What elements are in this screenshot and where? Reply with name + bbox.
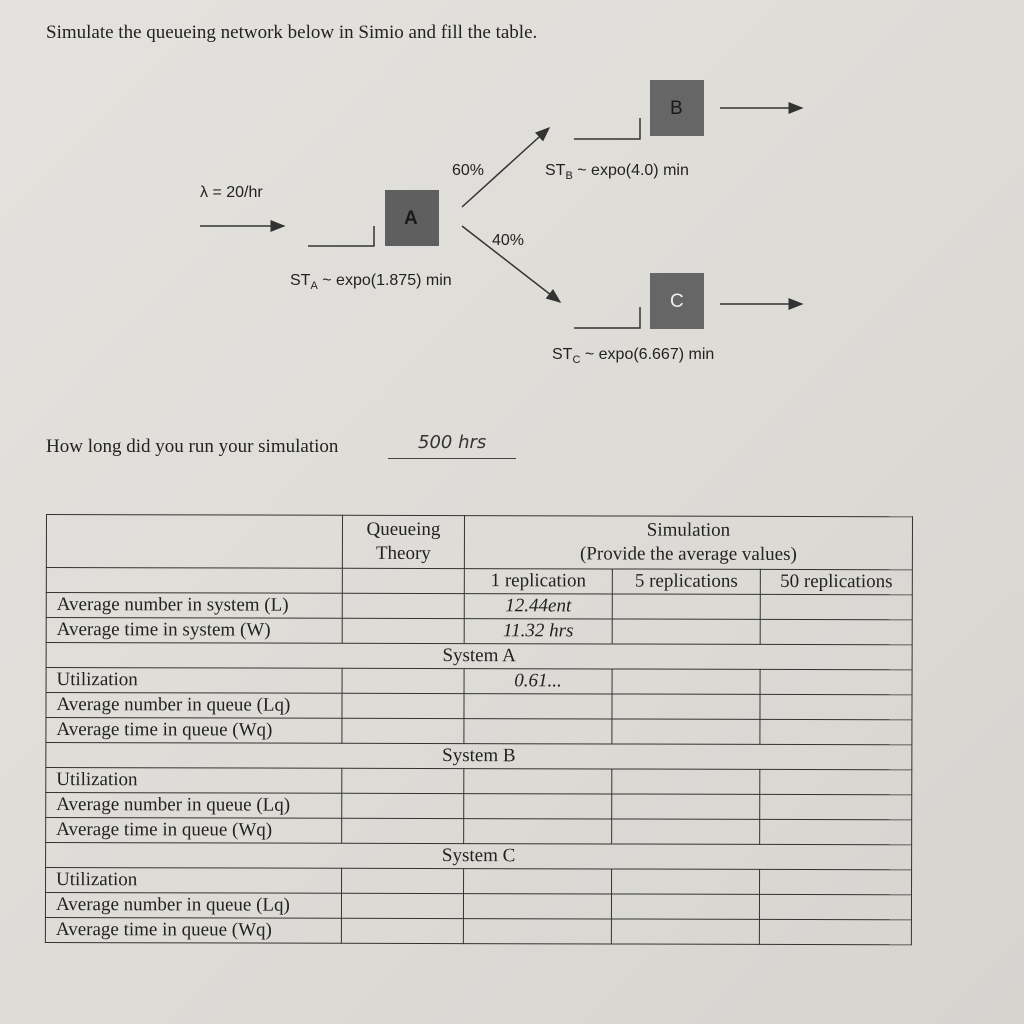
cell-input[interactable] — [612, 869, 760, 894]
row-label-utilization: Utilization — [46, 768, 342, 794]
cell-input[interactable] — [759, 919, 911, 944]
row-label-utilization: Utilization — [46, 868, 342, 894]
queue-a-shape — [308, 226, 374, 246]
queueing-network-diagram — [0, 0, 1024, 420]
route-c-percentage: 40% — [492, 232, 525, 249]
replication-1-header: 1 replication — [464, 569, 612, 594]
cell-input[interactable]: 12.44ent — [464, 594, 612, 619]
cell-input[interactable] — [342, 768, 464, 793]
arrival-rate-label: λ = 20/hr — [200, 184, 263, 201]
cell-input[interactable] — [760, 669, 912, 694]
row-label-wq: Average time in queue (Wq) — [46, 718, 342, 744]
cell-input[interactable] — [612, 694, 760, 719]
simulation-header: Simulation (Provide the average values) — [464, 516, 912, 570]
cell-input[interactable] — [464, 719, 612, 744]
row-label-wq: Average time in queue (Wq) — [45, 917, 341, 943]
cell-input[interactable] — [612, 594, 760, 619]
node-b-label: B — [670, 98, 683, 119]
cell-input[interactable] — [760, 794, 912, 819]
cell-input[interactable] — [341, 893, 463, 918]
row-label-lq: Average number in queue (Lq) — [45, 893, 341, 919]
cell-input[interactable] — [342, 693, 464, 718]
table-row — [46, 668, 912, 695]
cell-input[interactable] — [464, 694, 612, 719]
cell-input[interactable] — [612, 619, 760, 644]
replication-5-header: 5 replications — [612, 569, 760, 594]
row-label-wq: Average time in queue (Wq) — [46, 818, 342, 844]
cell-input[interactable] — [612, 794, 760, 819]
service-c-label: $ST_C$ ~ expo(6.667) min — [552, 346, 715, 367]
cell-input[interactable] — [760, 719, 912, 744]
cell-input[interactable] — [760, 869, 912, 894]
cell-input[interactable] — [611, 894, 759, 919]
cell-input[interactable] — [342, 718, 464, 743]
cell-input[interactable]: 0.61... — [464, 669, 612, 694]
cell-input[interactable] — [342, 593, 464, 618]
simulation-length-answer[interactable]: 500 hrs — [418, 432, 487, 453]
header-row — [46, 515, 912, 570]
table-row — [46, 793, 912, 820]
replication-header-row — [46, 568, 912, 595]
cell-input[interactable] — [342, 668, 464, 693]
table-row — [46, 818, 912, 845]
cell-input[interactable] — [760, 694, 912, 719]
table-row — [46, 768, 912, 795]
row-label-l: Average number in system (L) — [46, 593, 342, 619]
cell-input[interactable] — [464, 869, 612, 894]
table-row — [46, 718, 912, 745]
section-row — [46, 643, 912, 670]
replication-50-header: 50 replications — [760, 569, 912, 594]
cell-input[interactable] — [612, 719, 760, 744]
system-c-heading: System C — [46, 843, 912, 870]
cell-input[interactable] — [612, 669, 760, 694]
queue-b-shape — [574, 118, 640, 139]
service-a-label: $ST_A$ ~ expo(1.875) min — [290, 272, 452, 293]
cell-input[interactable] — [463, 894, 611, 919]
cell-input[interactable] — [464, 819, 612, 844]
section-row — [46, 743, 912, 770]
cell-input[interactable] — [760, 619, 912, 644]
cell-input[interactable] — [612, 769, 760, 794]
cell-input[interactable] — [760, 594, 912, 619]
row-label-lq: Average number in queue (Lq) — [46, 793, 342, 819]
instruction-text: Simulate the queueing network below in Simio and fill the table. — [46, 22, 538, 43]
node-a-label: A — [404, 208, 418, 229]
cell-input[interactable] — [342, 868, 464, 893]
answer-underline — [388, 458, 516, 459]
queueing-theory-header: Queueing Theory — [342, 515, 464, 568]
cell-input[interactable] — [464, 794, 612, 819]
queue-c-shape — [574, 307, 640, 328]
blank-header-cell — [46, 515, 342, 569]
cell-input[interactable] — [760, 819, 912, 844]
cell-input[interactable] — [612, 819, 760, 844]
cell-input[interactable] — [463, 919, 611, 944]
table-row — [46, 593, 912, 620]
service-b-label: $ST_B$ ~ expo(4.0) min — [545, 162, 689, 183]
table-row — [45, 917, 911, 944]
table-row — [45, 893, 911, 920]
cell-input[interactable] — [759, 894, 911, 919]
row-label-w: Average time in system (W) — [46, 618, 342, 644]
cell-input[interactable] — [611, 919, 759, 944]
cell-input[interactable]: 11.32 hrs — [464, 619, 612, 644]
route-b-percentage: 60% — [452, 162, 485, 179]
node-c-label: C — [670, 291, 684, 312]
row-label-lq: Average number in queue (Lq) — [46, 693, 342, 719]
cell-input[interactable] — [341, 918, 463, 943]
results-table — [45, 514, 913, 945]
table-row — [46, 868, 912, 895]
cell-input[interactable] — [342, 618, 464, 643]
cell-input[interactable] — [760, 769, 912, 794]
cell-input[interactable] — [464, 769, 612, 794]
system-a-heading: System A — [46, 643, 912, 670]
simulation-length-question: How long did you run your simulation — [46, 436, 339, 457]
cell-input[interactable] — [342, 818, 464, 843]
row-label-utilization: Utilization — [46, 668, 342, 694]
table-row — [46, 693, 912, 720]
cell-input[interactable] — [342, 793, 464, 818]
section-row — [46, 843, 912, 870]
table-row — [46, 618, 912, 645]
system-b-heading: System B — [46, 743, 912, 770]
